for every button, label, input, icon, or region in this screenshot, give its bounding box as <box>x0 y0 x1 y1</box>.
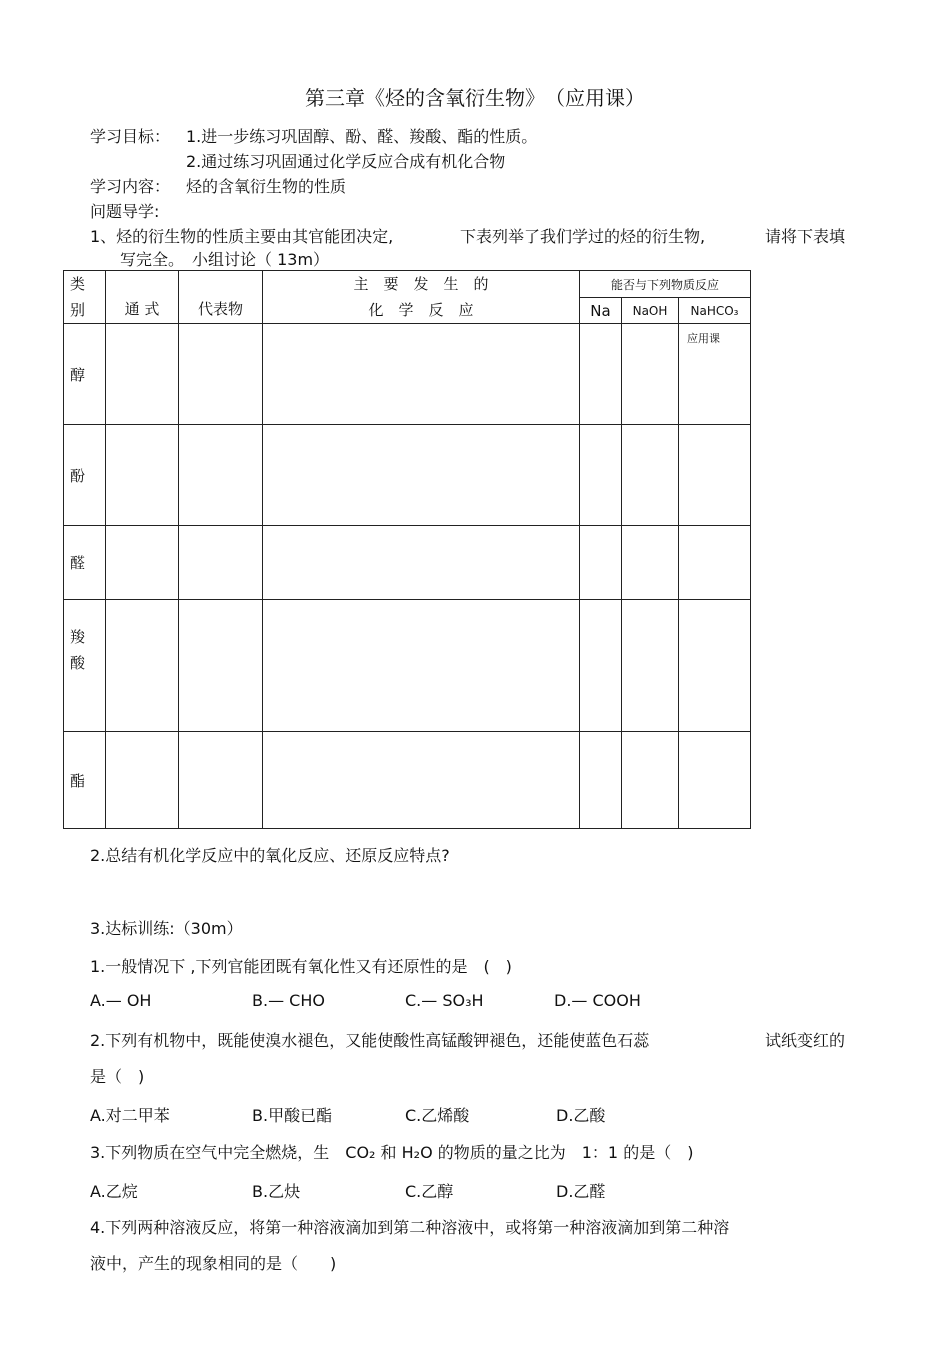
problem-1-option-a: A.— OH <box>90 991 152 1010</box>
header-reagent-naoh <box>622 298 679 324</box>
goals-label: 学习目标： <box>90 127 171 146</box>
cell-na-aldehyde <box>580 526 622 600</box>
cell-nahco3-alcohol <box>679 324 751 425</box>
problem-2-option-c: C.乙烯酸 <box>405 1106 470 1125</box>
reagent-nahco3-label: NaHCO₃ <box>690 303 739 318</box>
header-reagent-nahco3 <box>679 298 751 324</box>
row-label-ester-text: 酯 <box>70 771 86 790</box>
problem-4-stem-a: 4.下列两种溶液反应，将第一种溶液滴加到第二种溶液中，或将第一种溶液滴加到第二种溶 <box>90 1218 730 1237</box>
table-row-alcohol <box>64 324 751 425</box>
problem-3-stem: 3.下列物质在空气中完全燃烧，生 CO₂ 和 H₂O 的物质的量之比为 1：1 的是（ ) <box>90 1143 694 1162</box>
question-1-text-b: 下表列举了我们学过的烃的衍生物, <box>460 227 706 246</box>
cell-na-carboxylic-acid <box>580 600 622 732</box>
cell-reaction-ester <box>263 732 580 829</box>
header-reaction-line1: 主 要 发 生 的 <box>353 275 489 293</box>
problem-3-option-d: D.乙醛 <box>556 1182 606 1201</box>
exercise-heading: 3.达标训练:（30m） <box>90 919 243 938</box>
cell-nahco3-carboxylic-acid <box>679 600 751 732</box>
goal-item-1: 1.进一步练习巩固醇、酚、醛、羧酸、酯的性质。 <box>186 127 538 146</box>
problem-2-option-b: B.甲酸已酯 <box>252 1106 333 1125</box>
content-label: 学习内容： <box>90 177 171 196</box>
cell-naoh-ester <box>622 732 679 829</box>
header-example-label: 代表物 <box>197 299 243 318</box>
header-reaction-line2: 化 学 反 应 <box>368 301 474 319</box>
reagent-na-label: Na <box>590 301 611 320</box>
problem-3-option-b: B.乙炔 <box>252 1182 301 1201</box>
table-row-aldehyde <box>64 526 751 600</box>
problem-2-stem-a: 2.下列有机物中，既能使溴水褪色，又能使酸性高锰酸钾褪色，还能使蓝色石蕊 <box>90 1031 650 1050</box>
problem-1-option-d: D.— COOH <box>554 991 641 1010</box>
row-label-ester <box>64 732 106 829</box>
cell-example-ester <box>179 732 263 829</box>
cell-example-phenol <box>179 425 263 526</box>
header-example <box>179 271 263 324</box>
cell-naoh-alcohol <box>622 324 679 425</box>
row-label-aldehyde <box>64 526 106 600</box>
cell-nahco3-ester <box>679 732 751 829</box>
cell-example-alcohol <box>179 324 263 425</box>
problem-3-option-a: A.乙烷 <box>90 1182 138 1201</box>
page-title: 第三章《烃的含氧衍生物》 （应用课） <box>305 86 645 110</box>
row-label-alcohol <box>64 324 106 425</box>
problem-1-option-c: C.— SO₃H <box>405 991 484 1010</box>
cell-formula-aldehyde <box>106 526 179 600</box>
row-label-phenol-text: 酚 <box>70 466 86 485</box>
header-reaction <box>263 271 580 324</box>
cell-naoh-aldehyde <box>622 526 679 600</box>
problem-2-stem-c: 是（ ) <box>90 1067 145 1086</box>
derivatives-table <box>63 270 751 829</box>
cell-example-aldehyde <box>179 526 263 600</box>
problem-2-stem-b: 试纸变红的 <box>765 1031 846 1050</box>
header-reacts-with-label: 能否与下列物质反应 <box>610 277 719 292</box>
cell-na-ester <box>580 732 622 829</box>
header-category <box>64 271 106 324</box>
content-text: 烃的含氧衍生物的性质 <box>186 177 347 196</box>
cell-na-phenol <box>580 425 622 526</box>
problem-2-option-d: D.乙酸 <box>556 1106 606 1125</box>
header-reacts-with <box>580 271 751 298</box>
problem-4-stem-b: 液中，产生的现象相同的是（ ) <box>90 1254 337 1273</box>
question-1-text-line2: 写完全。 小组讨论（ 13m） <box>120 250 330 269</box>
problem-1-stem: 1.一般情况下 ,下列官能团既有氧化性又有还原性的是 ( ) <box>90 957 512 976</box>
table-note: 应用课 <box>687 332 720 345</box>
cell-nahco3-aldehyde <box>679 526 751 600</box>
cell-naoh-phenol <box>622 425 679 526</box>
question-2-text: 2.总结有机化学反应中的氧化反应、还原反应特点? <box>90 846 450 865</box>
cell-formula-phenol <box>106 425 179 526</box>
table-row-phenol <box>64 425 751 526</box>
row-label-phenol <box>64 425 106 526</box>
question-1-text-a: 1、烃的衍生物的性质主要由其官能团决定, <box>90 227 394 246</box>
guide-label: 问题导学: <box>90 202 160 221</box>
row-label-carboxylic-acid-line2: 酸 <box>70 654 86 672</box>
problem-2-option-a: A.对二甲苯 <box>90 1106 170 1125</box>
table-row-ester <box>64 732 751 829</box>
reagent-naoh-label: NaOH <box>632 303 668 318</box>
header-formula-label: 通 式 <box>124 299 160 318</box>
row-label-carboxylic-acid <box>64 600 106 732</box>
cell-reaction-phenol <box>263 425 580 526</box>
row-label-aldehyde-text: 醛 <box>70 554 86 572</box>
question-1-text-c: 请将下表填 <box>765 227 846 246</box>
header-category-line2: 别 <box>70 301 86 319</box>
cell-reaction-aldehyde <box>263 526 580 600</box>
cell-na-alcohol <box>580 324 622 425</box>
cell-example-carboxylic-acid <box>179 600 263 732</box>
header-reagent-na <box>580 298 622 324</box>
problem-3-option-c: C.乙醇 <box>405 1182 454 1201</box>
cell-naoh-carboxylic-acid <box>622 600 679 732</box>
problem-1-option-b: B.— CHO <box>252 991 325 1010</box>
cell-formula-ester <box>106 732 179 829</box>
header-category-line1: 类 <box>70 275 86 293</box>
table-row-carboxylic-acid <box>64 600 751 732</box>
cell-reaction-carboxylic-acid <box>263 600 580 732</box>
cell-formula-carboxylic-acid <box>106 600 179 732</box>
cell-formula-alcohol <box>106 324 179 425</box>
cell-reaction-alcohol <box>263 324 580 425</box>
row-label-alcohol-text: 醇 <box>70 365 86 384</box>
header-formula <box>106 271 179 324</box>
goal-item-2: 2.通过练习巩固通过化学反应合成有机化合物 <box>186 152 506 171</box>
cell-nahco3-phenol <box>679 425 751 526</box>
row-label-carboxylic-acid-line1: 羧 <box>70 628 86 646</box>
